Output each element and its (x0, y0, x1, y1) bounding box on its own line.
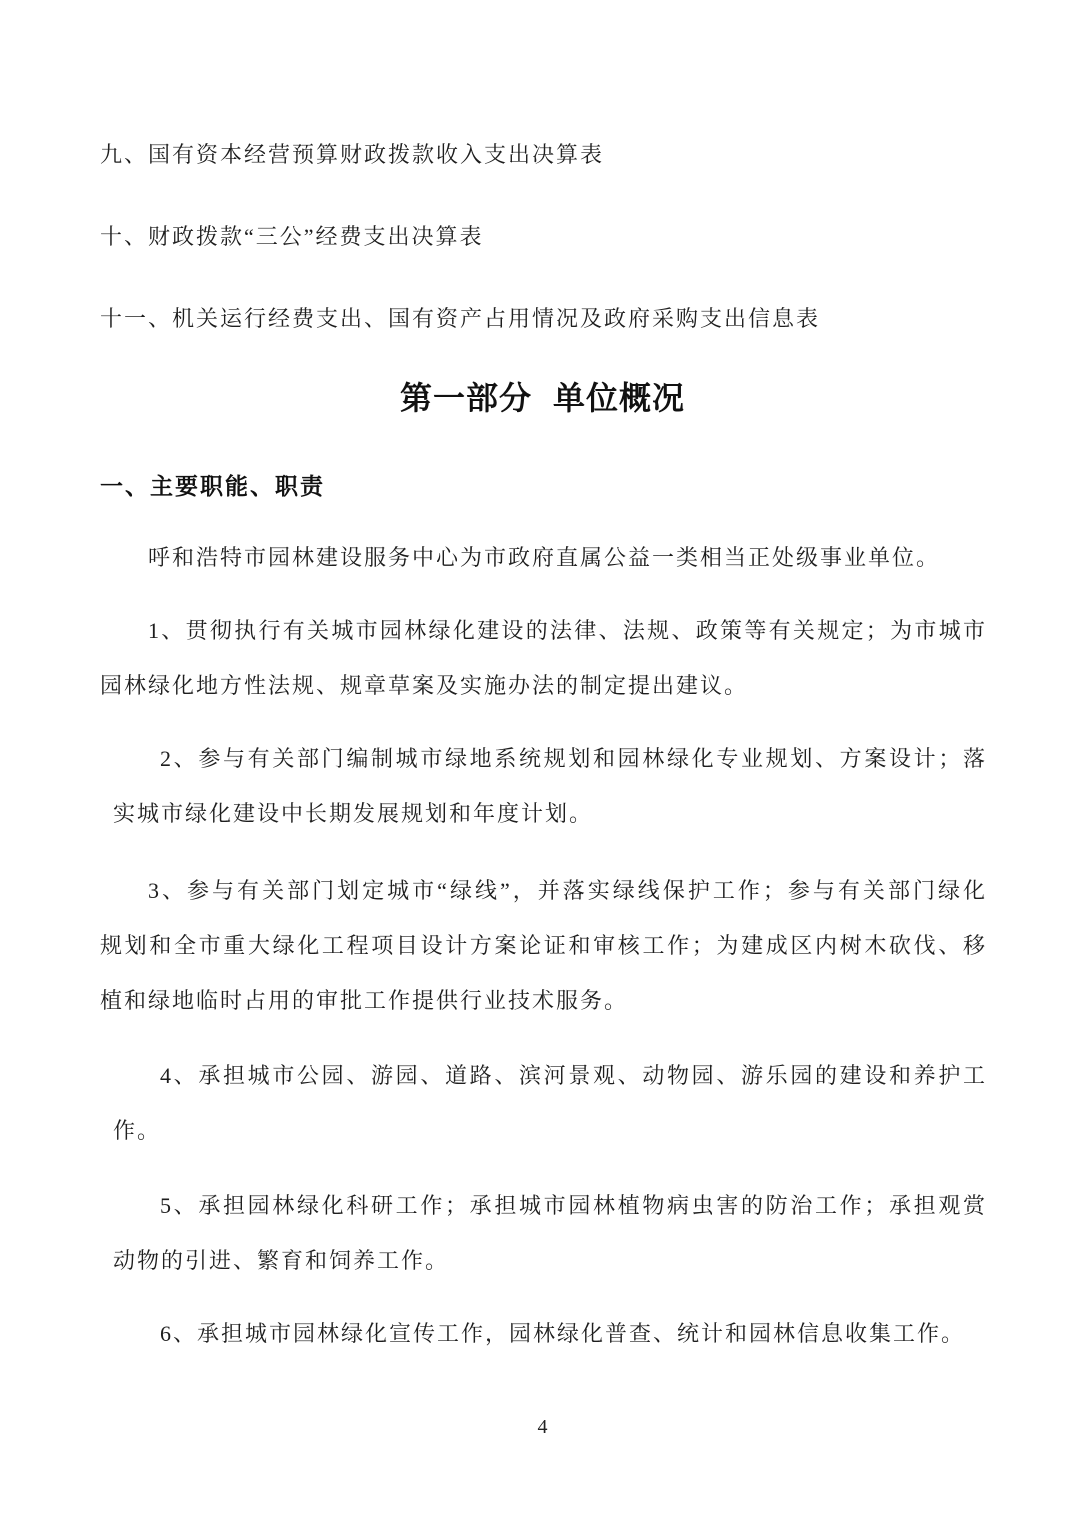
duty-paragraph-1 (100, 603, 985, 713)
toc-item: 十一、机关运行经费支出、国有资产占用情况及政府采购支出信息表 (100, 306, 821, 331)
paragraph-line: 4、承担城市公园、游园、道路、滨河景观、动物园、游乐园的建设和养护工 (160, 1063, 985, 1088)
toc-item: 十、财政拨款“三公”经费支出决算表 (100, 224, 484, 249)
paragraph-line: 3、参与有关部门划定城市“绿线”，并落实绿线保护工作；参与有关部门绿化 (148, 878, 985, 903)
page-footer (100, 1409, 985, 1445)
page-number: 4 (537, 1416, 548, 1438)
duty-paragraph-6 (100, 1306, 985, 1361)
paragraph-line: 呼和浩特市园林建设服务中心为市政府直属公益一类相当正处级事业单位。 (148, 545, 941, 570)
paragraph-line: 1、贯彻执行有关城市园林绿化建设的法律、法规、政策等有关规定；为市城市 (148, 618, 985, 643)
paragraph-line: 5、承担园林绿化科研工作；承担城市园林植物病虫害的防治工作；承担观赏 (160, 1193, 985, 1218)
paragraph-line: 园林绿化地方性法规、规章草案及实施办法的制定提出建议。 (100, 673, 749, 698)
duty-paragraph-3 (100, 863, 985, 1028)
paragraph-line: 植和绿地临时占用的审批工作提供行业技术服务。 (100, 988, 629, 1013)
paragraph-line: 动物的引进、繁育和饲养工作。 (113, 1248, 450, 1273)
duty-paragraph-5 (100, 1178, 985, 1288)
duty-paragraph-2 (100, 731, 985, 841)
paragraph-line: 2、参与有关部门编制城市绿地系统规划和园林绿化专业规划、方案设计；落 (160, 746, 985, 771)
toc-item: 九、国有资本经营预算财政拨款收入支出决算表 (100, 142, 605, 167)
duty-paragraph-4 (100, 1048, 985, 1158)
paragraph-line: 作。 (113, 1118, 162, 1143)
paragraph-line: 6、承担城市园林绿化宣传工作，园林绿化普查、统计和园林信息收集工作。 (160, 1321, 966, 1346)
section-heading: 第一部分 单位概况 (399, 380, 685, 416)
paragraph-line: 实城市绿化建设中长期发展规划和年度计划。 (113, 801, 594, 826)
intro-paragraph (100, 530, 985, 585)
subsection-heading: 一、主要职能、职责 (100, 473, 325, 499)
paragraph-line: 规划和全市重大绿化工程项目设计方案论证和审核工作；为建成区内树木砍伐、移 (100, 933, 985, 958)
toc-list (100, 127, 985, 346)
